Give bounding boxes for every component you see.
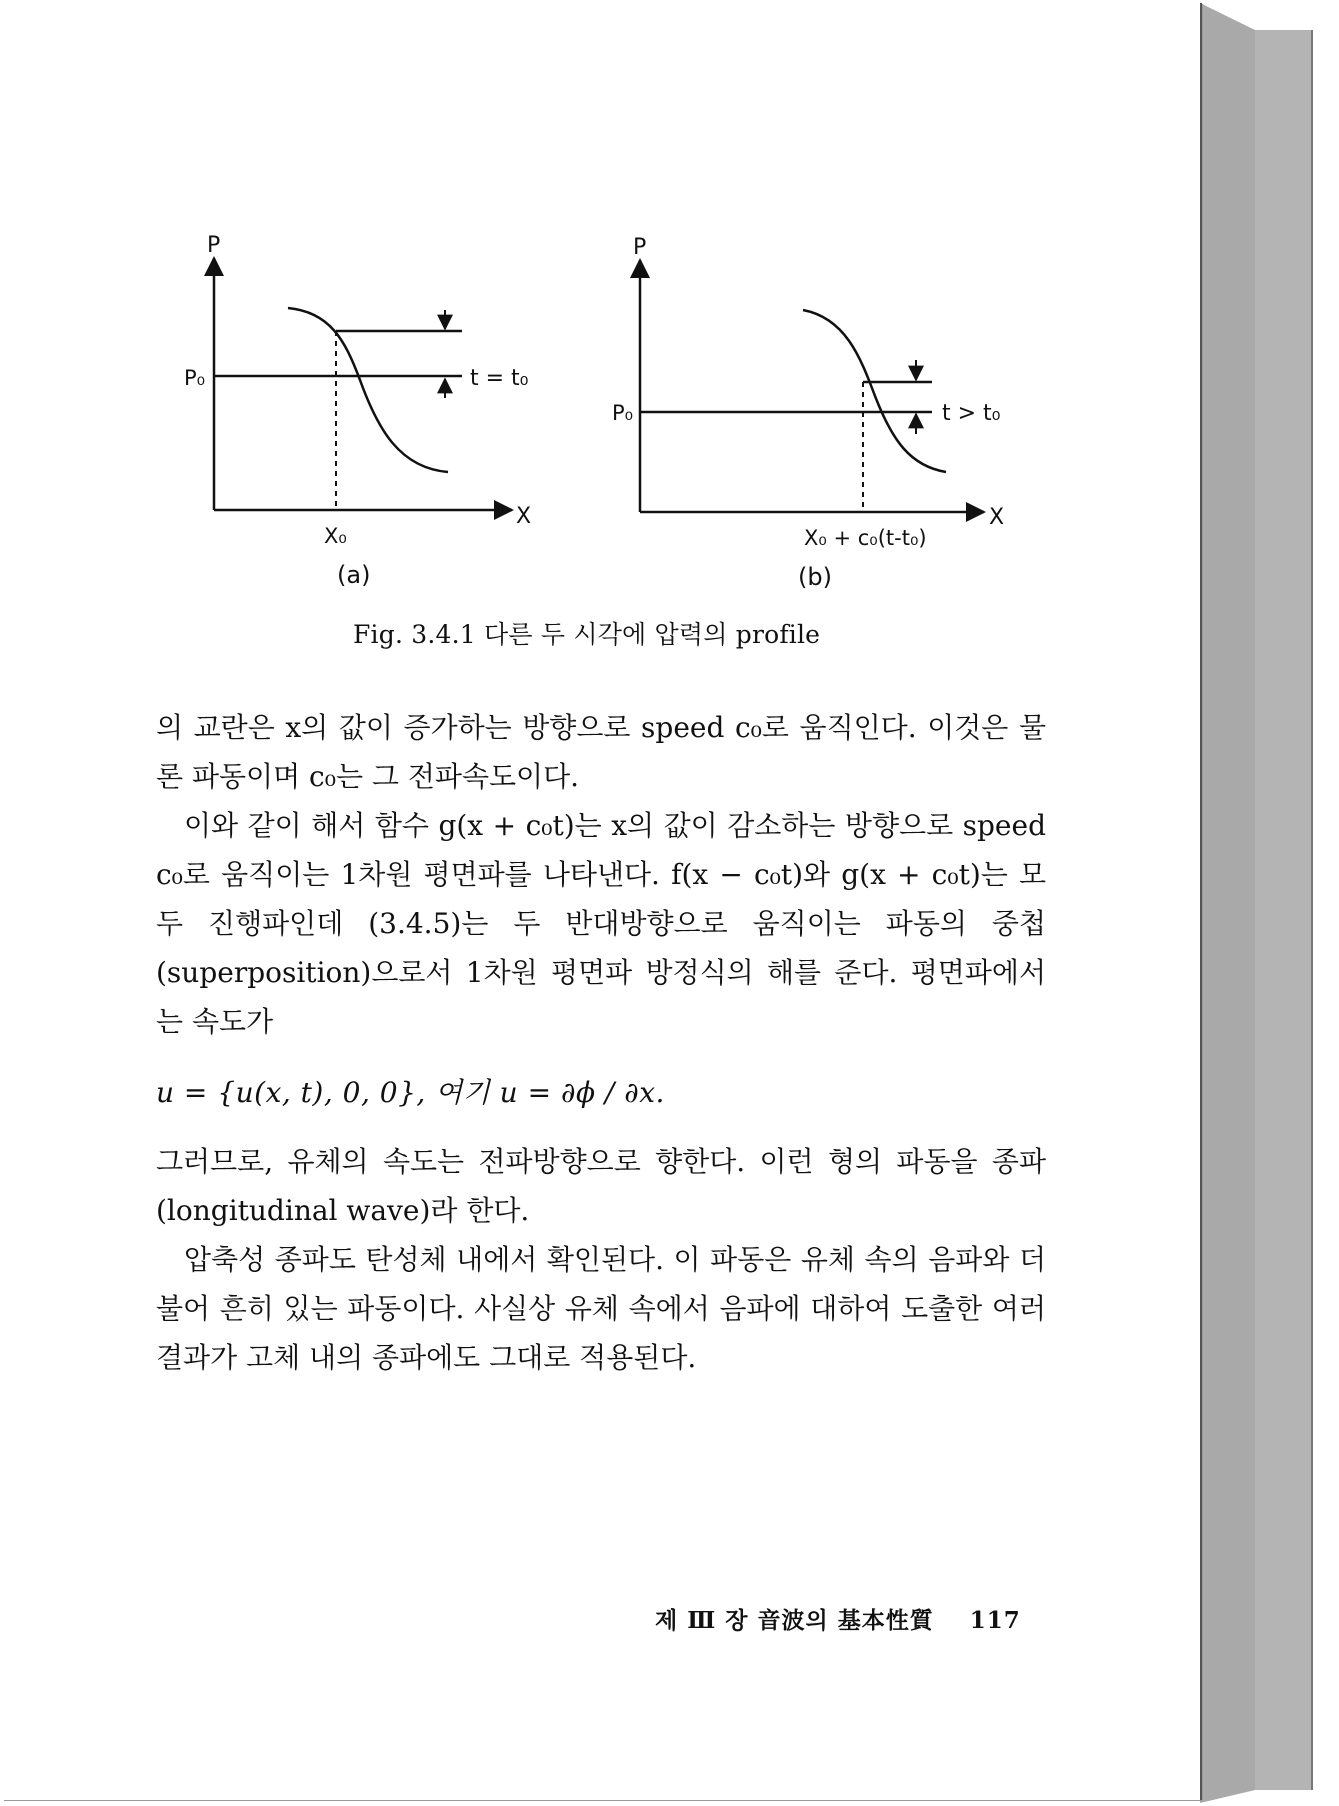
panel-a-panel-label: (a) [337,561,371,589]
panel-b-pressure-curve [803,310,946,472]
panel-b-panel-label: (b) [798,563,832,591]
panel-a [184,233,531,589]
panel-b-y-label: P [633,235,647,260]
body-text [156,703,1046,1382]
panel-b-x-label-marker: X₀ + c₀(t-t₀) [804,526,927,550]
panel-a-x-label: X [516,504,532,529]
page-footer [655,1602,1021,1635]
paragraph-3: 그러므로, 유체의 속도는 전파방향으로 향한다. 이런 형의 파동을 종파(longitudinal wave)라 한다. [156,1145,1046,1227]
paragraph-4: 압축성 종파도 탄성체 내에서 확인된다. 이 파동은 유체 속의 음파와 더불어 흔히 있는 파동이다. 사실상 유체 속에서 음파에 대하여 도출한 여러 결과가 고체 내의 종파에도 그대로 적용된다. [156,1243,1046,1374]
panel-a-y-label: P [207,233,221,258]
chapter-title: 제 Ⅲ 장 音波의 基本性質 [655,1607,934,1634]
figure-pressure-profiles [0,0,1339,700]
velocity-equation: u = {u(x, t), 0, 0}, 여기 u = ∂ϕ / ∂x. [156,1076,665,1109]
paragraph-1: 의 교란은 x의 값이 증가하는 방향으로 speed c₀로 움직인다. 이것은 물론 파동이며 c₀는 그 전파속도이다. [156,711,1046,793]
panel-b-x-label: X [989,505,1005,530]
panel-a-time-label: t = t₀ [470,366,529,391]
panel-a-pressure-curve [288,308,448,472]
panel-b-time-label: t > t₀ [942,401,1001,426]
panel-a-p0-label: P₀ [184,366,206,390]
page-number: 117 [969,1607,1021,1634]
panel-b-p0-label: P₀ [612,401,634,425]
figure-caption: Fig. 3.4.1 다른 두 시각에 압력의 profile [353,620,821,649]
paragraph-2: 이와 같이 해서 함수 g(x + c₀t)는 x의 값이 감소하는 방향으로 speed c₀로 움직이는 1차원 평면파를 나타낸다. f(x − c₀t)와 g(x + c₀t)는 모두 진행파인데 (3.4.5)는 두 반대방향으로 움직이는 파동의 중첩(superposition)으로서 1차원 평면파 방정식의 해를 준다. 평면파에서는 속도가 [156,809,1046,1038]
panel-a-x0-label: X₀ [324,524,347,548]
panel-b [612,235,1004,591]
